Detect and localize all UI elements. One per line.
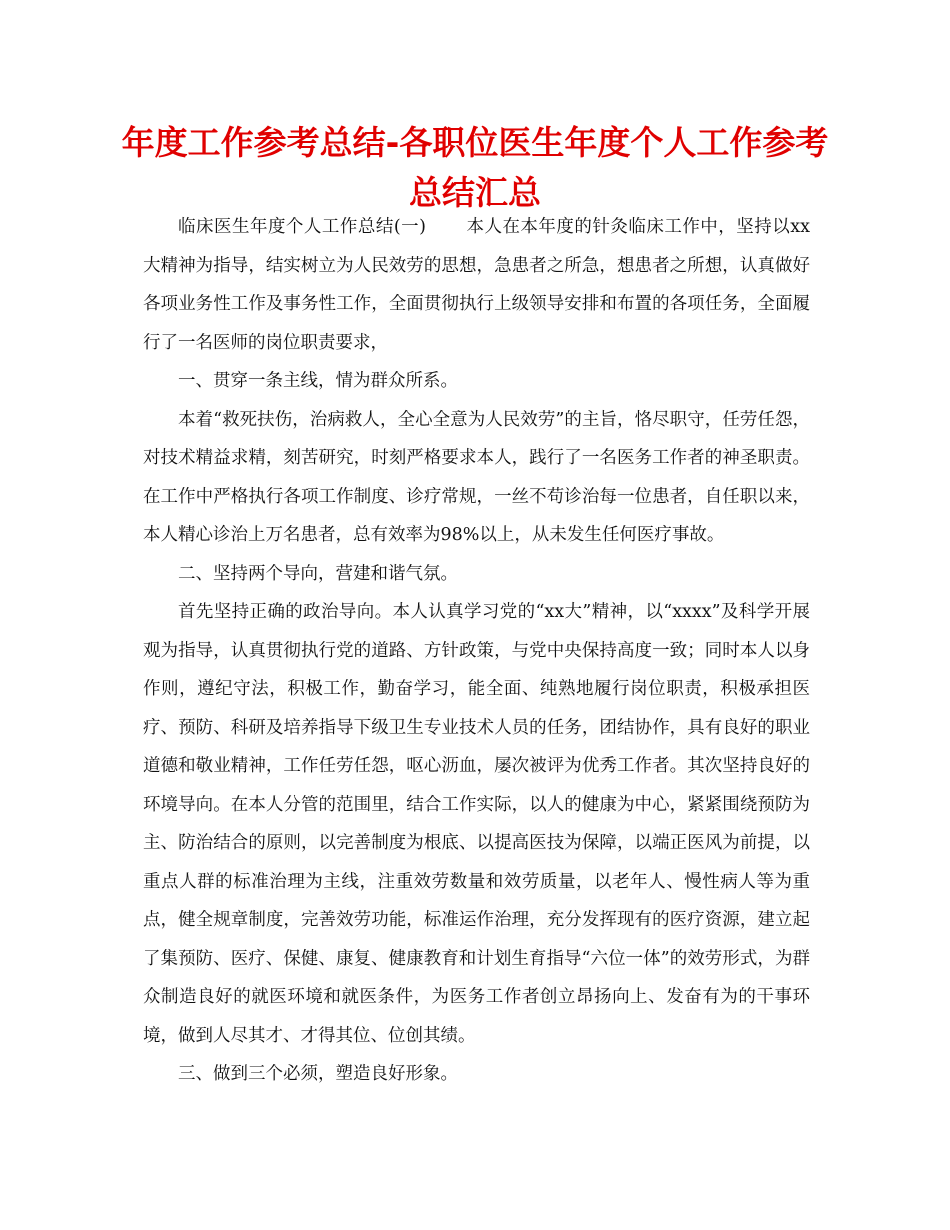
title-line-2: 总结汇总 [409,173,541,212]
section-2-paragraph: 首先坚持正确的政治导向。本人认真学习党的“xx大”精神，以“xxxx”及科学开展观为指导，认真贯彻执行党的道路、方针政策，与党中央保持高度一致；同时本人以身作则，遵纪守法，积极工作，勤奋学习，能全面、纯熟地履行岗位职责，积极承担医疗、预防、科研及培养指导下级卫生专业技术人员的任务，团结协作，具有良好的职业道德和敬业精神，工作任劳任怨，呕心沥血，屡次被评为优秀工作者。其次坚持良好的环境导向。在本人分管的范围里，结合工作实际，以人的健康为中心，紧紧围绕预防为主、防治结合的原则，以完善制度为根底、以提高医技为保障，以端正医风为前提，以重点人群的标准治理为主线，注重效劳数量和效劳质量，以老年人、慢性病人等为重点，健全规章制度，完善效劳功能，标准运作治理，充分发挥现有的医疗资源，建立起了集预防、医疗、保健、康复、健康教育和计划生育指导“六位一体”的效劳形式，为群众制造良好的就医环境和就医条件，为医务工作者创立昂扬向上、发奋有为的干事环境，做到人尽其才、才得其位、位创其绩。 [143,602,810,1046]
title-line-1: 年度工作参考总结-各职位医生年度个人工作参考 [121,123,829,162]
intro-heading: 临床医生年度个人工作总结(一) [178,217,426,237]
section-1-paragraph: 本着“救死扶伤，治病救人，全心全意为人民效劳”的主旨，恪尽职守，任劳任怨，对技术精益求精，刻苦研究，时刻严格要求本人，践行了一名医务工作者的神圣职责。在工作中严格执行各项工作制度、诊疗常规，一丝不苟诊治每一位患者，自任职以来，本人精心诊治上万名患者，总有效率为98%以上，从未发生任何医疗事故。 [143,409,810,545]
document-body [143,208,810,1094]
document-title [100,118,850,218]
section-2-heading: 二、坚持两个导向，营建和谐气氛。 [178,563,458,584]
intro-paragraph [143,208,810,362]
intro-text: 本人在本年度的针灸临床工作中，坚持以xx大精神为指导，结实树立为人民效劳的思想，急患者之所急，想患者之所想，认真做好各项业务性工作及事务性工作，全面贯彻执行上级领导安排和布置的各项任务，全面履行了一名医师的岗位职责要求， [143,217,810,353]
section-3-heading: 三、做到三个必须，塑造良好形象。 [178,1064,458,1084]
section-1-heading: 一、贯穿一条主线，情为群众所系。 [178,371,458,391]
